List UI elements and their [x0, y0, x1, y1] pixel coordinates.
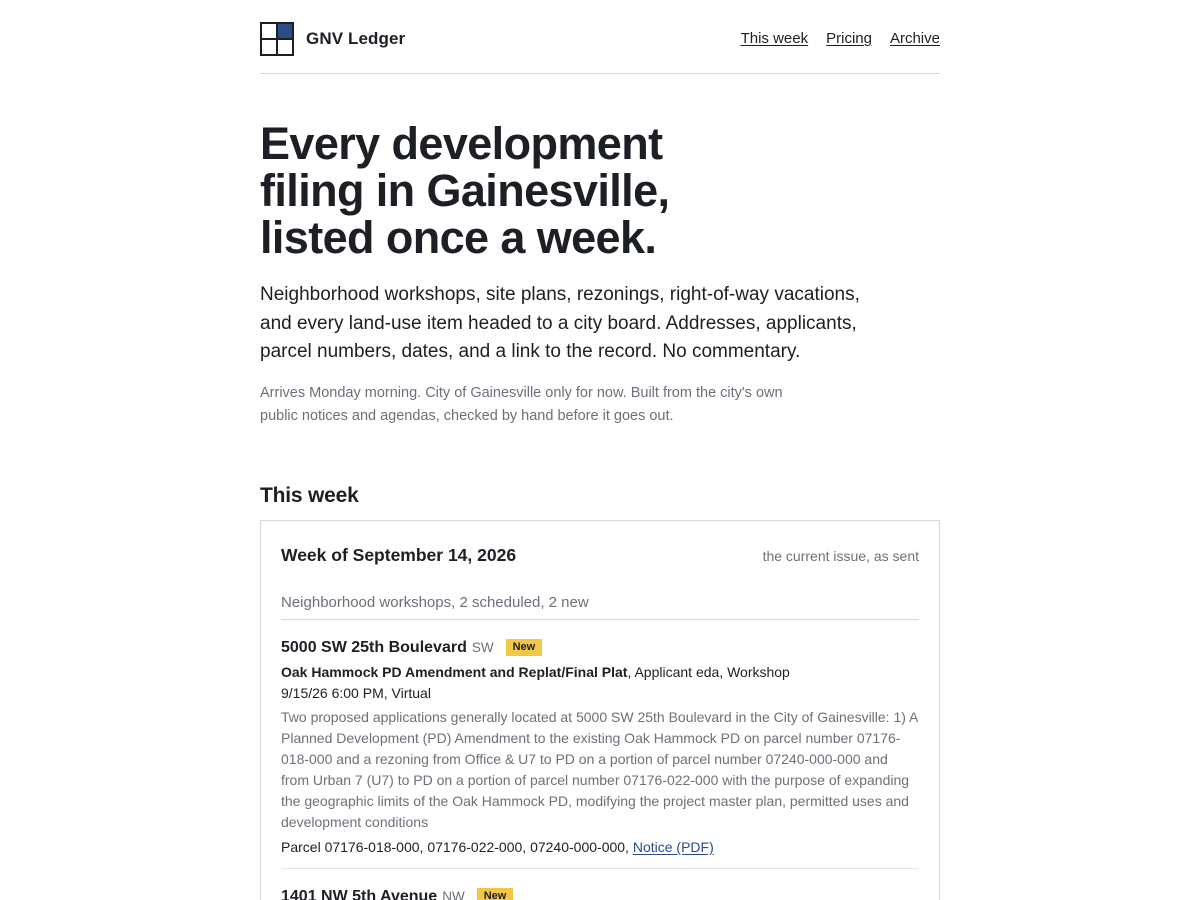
group-title: Neighborhood workshops, 2 scheduled, 2 new — [281, 594, 919, 620]
item-address-row — [281, 639, 919, 657]
page — [260, 0, 940, 900]
issue-title: Week of September 14, 2026 — [281, 544, 517, 565]
item-address: 1401 NW 5th Avenue — [281, 887, 438, 900]
issue-header — [281, 545, 919, 566]
section-title: This week — [260, 483, 359, 507]
item-project-name: Oak Hammock PD Amendment and Replat/Final Plat — [281, 663, 628, 680]
item-address: 5000 SW 25th Boulevard — [281, 638, 467, 656]
nav-pricing-link[interactable]: Pricing — [826, 30, 872, 47]
item-description: Two proposed applications generally located at 5000 SW 25th Boulevard in the City of Gainesville: 1) A Planned Development (PD) Amendment to the existing Oak Hammock PD on parcel number 07176-018-000 and a rezoning from Office & U7 to PD on a portion of parcel number 07240-000-000 and from Urban 7 (U7) to PD on a portion of parcel number 07176-022-000 with the purpose of expanding the geographic limits of the Oak Hammock PD, modifying the project master plan, permitted uses and development conditions — [281, 708, 918, 830]
item-parcel-numbers: Parcel 07176-018-000, 07176-022-000, 07240-000-000, — [281, 838, 633, 855]
main-nav — [741, 30, 940, 47]
item-datetime: 9/15/26 6:00 PM, Virtual — [281, 684, 431, 701]
notice-pdf-link[interactable]: Notice (PDF) — [632, 838, 714, 855]
hero-note: Arrives Monday morning. City of Gainesville only for now. Built from the city's own public notices and agendas, checked by hand before it goes out. — [260, 384, 783, 424]
brand-name: GNV Ledger — [306, 28, 406, 48]
nav-this-week-link[interactable]: This week — [740, 30, 809, 47]
item-quadrant: NW — [442, 889, 465, 900]
site-header — [260, 0, 940, 74]
issue-card — [260, 520, 940, 900]
item-title-line — [281, 664, 919, 680]
item-applicant: , Applicant eda, Workshop — [627, 663, 790, 680]
item-quadrant: SW — [471, 640, 494, 655]
logo-grid-icon — [260, 22, 294, 56]
list-item — [281, 869, 919, 900]
hero-lead: Neighborhood workshops, site plans, rezonings, right-of-way vacations, and every land-use item headed to a city board. Addresses, applicants, parcel numbers, dates, and a link to the record. No commentary. — [260, 284, 860, 362]
hero-title: Every development filing in Gainesville, listed once a week. — [260, 118, 670, 263]
new-badge: New — [506, 639, 543, 656]
item-parcel-line — [281, 839, 919, 855]
item-address-row — [281, 888, 919, 900]
nav-archive-link[interactable]: Archive — [889, 30, 940, 47]
issue-caption: the current issue, as sent — [762, 547, 919, 564]
list-item — [281, 620, 919, 869]
brand[interactable] — [260, 22, 405, 56]
new-badge: New — [477, 888, 514, 900]
